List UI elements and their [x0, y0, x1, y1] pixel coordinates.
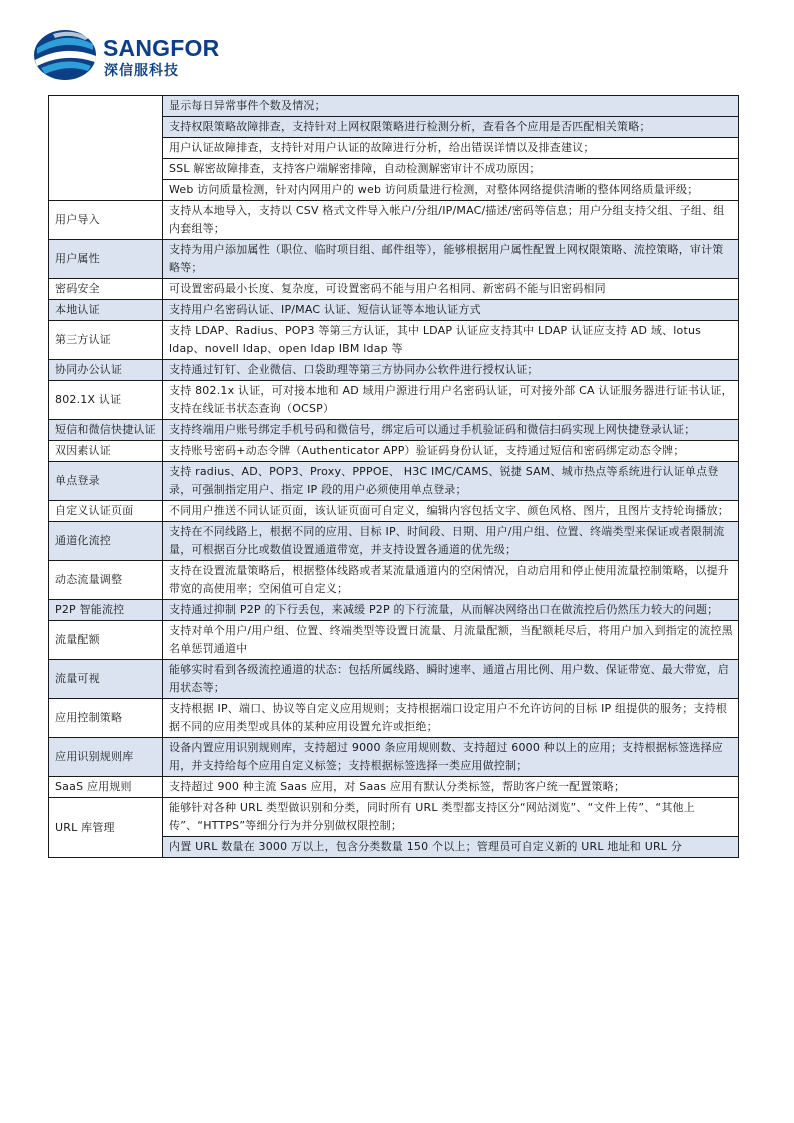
- feature-name-cell: [49, 501, 163, 522]
- feature-name-cell: [49, 96, 163, 201]
- feature-name: 802.1X 认证: [55, 393, 122, 406]
- feature-description-cell: [163, 837, 739, 858]
- feature-description: 支持从本地导入，支持以 CSV 格式文件导入帐户/分组/IP/MAC/描述/密码等信息；用户分组支持父组、子组、组内套组等；: [169, 204, 725, 235]
- feature-name: 动态流量调整: [55, 573, 123, 586]
- table-row: [49, 321, 739, 360]
- feature-description: SSL 解密故障排查，支持客户端解密排障，自动检测解密审计不成功原因；: [169, 162, 541, 175]
- table-row: [49, 279, 739, 300]
- feature-name-cell: [49, 660, 163, 699]
- feature-name-cell: [49, 279, 163, 300]
- feature-name-cell: [49, 321, 163, 360]
- feature-description-cell: [163, 300, 739, 321]
- table-row: [49, 501, 739, 522]
- table-row: [49, 441, 739, 462]
- feature-description-cell: [163, 321, 739, 360]
- feature-name-cell: [49, 621, 163, 660]
- feature-description: 可设置密码最小长度、复杂度，可设置密码不能与用户名相同、新密码不能与旧密码相同: [169, 282, 606, 295]
- feature-name: 用户导入: [55, 213, 100, 226]
- feature-description-cell: [163, 600, 739, 621]
- table-row: [49, 738, 739, 777]
- feature-description-cell: [163, 240, 739, 279]
- feature-name: 协同办公认证: [55, 363, 123, 376]
- feature-description-cell: [163, 159, 739, 180]
- sangfor-logo: [33, 26, 233, 82]
- feature-name-cell: [49, 522, 163, 561]
- feature-description: 支持账号密码+动态令牌（Authenticator APP）验证码身份认证，支持通过短信和密码绑定动态令牌；: [169, 444, 685, 457]
- feature-description-cell: [163, 522, 739, 561]
- feature-description: 不同用户推送不同认证页面，该认证页面可自定义，编辑内容包括文字、颜色风格、图片，且图片支持轮询播放；: [169, 504, 729, 517]
- feature-name: 应用识别规则库: [55, 750, 134, 763]
- feature-name: 流量配额: [55, 633, 100, 646]
- table-row: [49, 381, 739, 420]
- feature-name-cell: [49, 360, 163, 381]
- feature-description-cell: [163, 420, 739, 441]
- feature-description-cell: [163, 96, 739, 117]
- table-row: [49, 240, 739, 279]
- feature-name: 单点登录: [55, 474, 100, 487]
- feature-description-cell: [163, 621, 739, 660]
- feature-description: 支持权限策略故障排查，支持针对上网权限策略进行检测分析，查看各个应用是否匹配相关策略；: [169, 120, 651, 133]
- feature-description-cell: [163, 699, 739, 738]
- feature-description: 内置 URL 数量在 3000 万以上，包含分类数量 150 个以上；管理员可自定义新的 URL 地址和 URL 分: [169, 840, 683, 853]
- feature-description: 能够针对各种 URL 类型做识别和分类，同时所有 URL 类型都支持区分“网站浏览”、“文件上传”、“其他上传”、“HTTPS”等细分行为并分别做权限控制；: [169, 801, 695, 832]
- feature-name-cell: [49, 201, 163, 240]
- feature-name-cell: [49, 420, 163, 441]
- feature-description: 能够实时看到各级流控通道的状态：包括所属线路、瞬时速率、通道占用比例、用户数、保证带宽、最大带宽，启用状态等；: [169, 663, 729, 694]
- feature-description: 支持对单个用户/用户组、位置、终端类型等设置日流量、月流量配额，当配额耗尽后，将用户加入到指定的流控黑名单惩罚通道中: [169, 624, 733, 655]
- feature-description-cell: [163, 660, 739, 699]
- feature-name-cell: [49, 738, 163, 777]
- feature-description: 支持通过钉钉、企业微信、口袋助理等第三方协同办公软件进行授权认证；: [169, 363, 539, 376]
- feature-name: 短信和微信快捷认证: [55, 423, 156, 436]
- feature-description-cell: [163, 117, 739, 138]
- feature-name: 用户属性: [55, 252, 100, 265]
- feature-description-cell: [163, 360, 739, 381]
- feature-description-cell: [163, 738, 739, 777]
- feature-description: 支持 LDAP、Radius、POP3 等第三方认证，其中 LDAP 认证应支持其中 LDAP 认证应支持 AD 域、lotus ldap、novell ldap、open ldap IBM ldap 等: [169, 324, 702, 355]
- feature-name-cell: [49, 561, 163, 600]
- feature-name: 自定义认证页面: [55, 504, 134, 517]
- feature-name: 密码安全: [55, 282, 100, 295]
- table-row: [49, 201, 739, 240]
- table-row: [49, 420, 739, 441]
- brand-name-cn: 深信服科技: [104, 63, 179, 79]
- feature-description: 支持在设置流量策略后，根据整体线路或者某流量通道内的空闲情况，自动启用和停止使用流量控制策略，以提升带宽的高使用率；空闲值可自定义；: [169, 564, 729, 595]
- feature-description-cell: [163, 201, 739, 240]
- table-row: [49, 96, 739, 117]
- feature-description-cell: [163, 180, 739, 201]
- feature-name: 第三方认证: [55, 333, 111, 346]
- table-row: [49, 660, 739, 699]
- table-row: [49, 777, 739, 798]
- feature-name-cell: [49, 441, 163, 462]
- feature-description: 设备内置应用识别规则库，支持超过 9000 条应用规则数、支持超过 6000 种以上的应用；支持根据标签选择应用，并支持给每个应用自定义标签；支持根据标签选择一类应用做控制；: [169, 741, 723, 772]
- table-row: [49, 300, 739, 321]
- feature-description-cell: [163, 462, 739, 501]
- feature-name-cell: [49, 699, 163, 738]
- feature-description: 支持终端用户账号绑定手机号码和微信号，绑定后可以通过手机验证码和微信扫码实现上网快捷登录认证；: [169, 423, 696, 436]
- feature-description: 显示每日异常事件个数及情况；: [169, 99, 326, 112]
- feature-name-cell: [49, 300, 163, 321]
- feature-name: URL 库管理: [55, 820, 115, 834]
- feature-description-cell: [163, 501, 739, 522]
- feature-description-cell: [163, 279, 739, 300]
- feature-name-cell: [49, 381, 163, 420]
- feature-name: 双因素认证: [55, 444, 111, 457]
- feature-description-cell: [163, 561, 739, 600]
- feature-description: 支持超过 900 种主流 Saas 应用，对 Saas 应用有默认分类标签，帮助客户统一配置策略；: [169, 780, 626, 793]
- feature-description-cell: [163, 381, 739, 420]
- feature-name: 流量可视: [55, 672, 100, 685]
- feature-name: SaaS 应用规则: [55, 780, 132, 793]
- table-row: [49, 462, 739, 501]
- table-row: [49, 600, 739, 621]
- feature-description: 支持通过抑制 P2P 的下行丢包，来减缓 P2P 的下行流量，从而解决网络出口在做流控后仍然压力较大的问题；: [169, 603, 719, 616]
- feature-description-cell: [163, 138, 739, 159]
- brand-name: SANGFOR: [103, 35, 220, 61]
- feature-name-cell: [49, 777, 163, 798]
- feature-description-cell: [163, 798, 739, 837]
- feature-name-cell: [49, 240, 163, 279]
- feature-name-cell: [49, 600, 163, 621]
- feature-description: 支持根据 IP、端口、协议等自定义应用规则；支持根据端口设定用户不允许访问的目标 IP 组提供的服务；支持根据不同的应用类型或具体的某种应用设置允许或拒绝；: [169, 702, 728, 733]
- feature-description: 支持用户名密码认证、IP/MAC 认证、短信认证等本地认证方式: [169, 303, 481, 316]
- feature-description: 支持 802.1x 认证，可对接本地和 AD 域用户源进行用户名密码认证，可对接外部 CA 认证服务器进行证书认证，支持在线证书状态查询（OCSP）: [169, 384, 733, 415]
- feature-description: 支持 radius、AD、POP3、Proxy、PPPOE、 H3C IMC/CAMS、锐捷 SAM、城市热点等系统进行认证单点登录，可强制指定用户、指定 IP 段的用户必须使用单点登录；: [169, 465, 719, 496]
- table-row: [49, 360, 739, 381]
- table-row: [49, 798, 739, 837]
- feature-table: [48, 95, 739, 858]
- table-row: [49, 621, 739, 660]
- table-row: [49, 699, 739, 738]
- table-row: [49, 522, 739, 561]
- feature-name: 通道化流控: [55, 534, 111, 547]
- sangfor-globe-icon: [33, 26, 103, 82]
- feature-name-cell: [49, 462, 163, 501]
- table-row: [49, 561, 739, 600]
- feature-description: Web 访问质量检测，针对内网用户的 web 访问质量进行检测，对整体网络提供清晰的整体网络质量评级；: [169, 183, 699, 196]
- feature-name-cell: [49, 798, 163, 858]
- feature-description-cell: [163, 777, 739, 798]
- feature-description-cell: [163, 441, 739, 462]
- feature-description: 支持为用户添加属性（职位、临时项目组、邮件组等），能够根据用户属性配置上网权限策略、流控策略，审计策略等；: [169, 243, 724, 274]
- feature-description: 支持在不同线路上，根据不同的应用、目标 IP、时间段、日期、用户/用户组、位置、终端类型来保证或者限制流量，可根据百分比或数值设置通道带宽，并支持设置各通道的优先级；: [169, 525, 725, 556]
- feature-description: 用户认证故障排查，支持针对用户认证的故障进行分析，给出错误详情以及排查建议；: [169, 141, 595, 154]
- feature-name: 应用控制策略: [55, 711, 123, 724]
- feature-name: 本地认证: [55, 303, 100, 316]
- feature-name: P2P 智能流控: [55, 603, 125, 616]
